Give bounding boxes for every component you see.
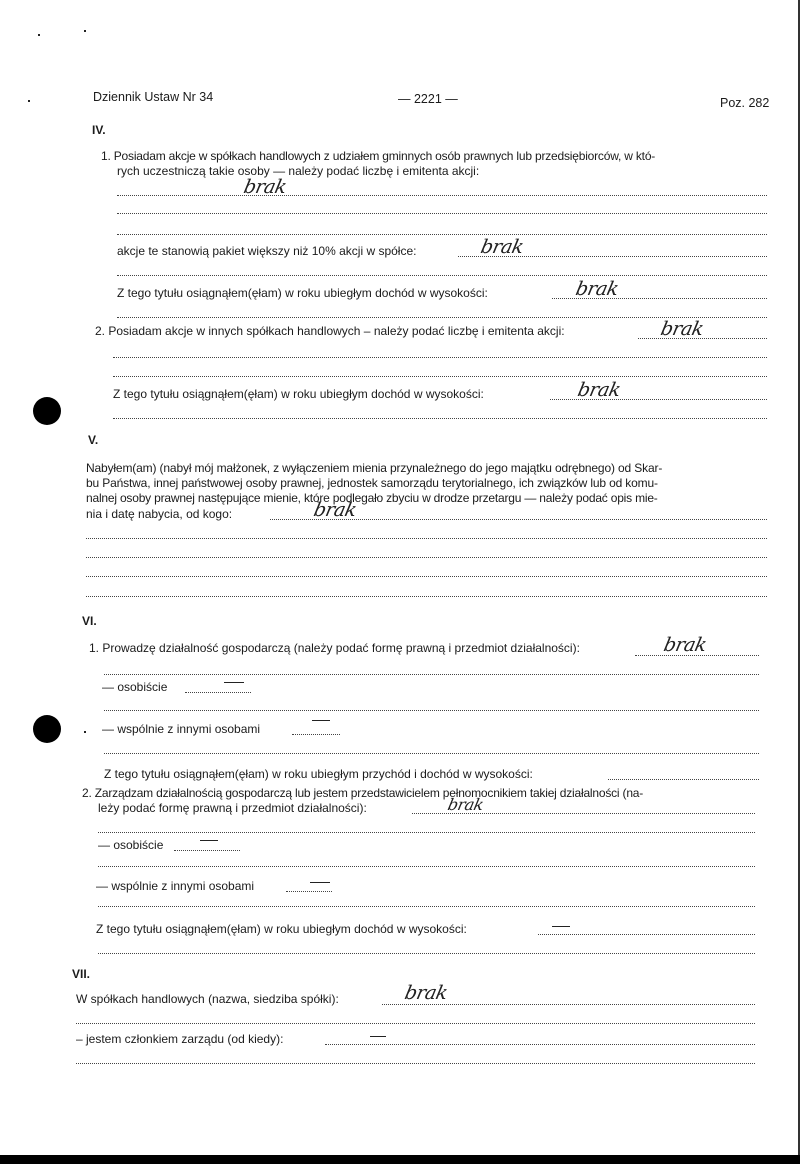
- answer-line: [174, 850, 240, 851]
- answer-line: [98, 906, 755, 907]
- handwritten-answer: brak: [658, 318, 706, 340]
- handwritten-dash: [552, 926, 570, 927]
- section-iv-label: IV.: [92, 123, 106, 137]
- handwritten-dash: [370, 1036, 386, 1037]
- answer-line: [104, 753, 759, 754]
- answer-line: [76, 1023, 755, 1024]
- handwritten-dash: [224, 682, 244, 683]
- answer-line: [113, 418, 767, 419]
- answer-line: [538, 934, 755, 935]
- section-v-label: V.: [88, 433, 99, 447]
- handwritten-dash: [200, 840, 218, 841]
- section-v-text: Nabyłem(am) (nabył mój małżonek, z wyłączeniem mienia przynależnego do jego majątku odrębnego) od Skar-: [86, 461, 663, 475]
- answer-line: [117, 234, 767, 235]
- section-vi-label: VI.: [82, 614, 97, 628]
- handwritten-answer: brak: [402, 982, 450, 1004]
- answer-line: [104, 674, 759, 675]
- handwritten-answer: brak: [478, 236, 526, 258]
- wspolnie-label: — wspólnie z innymi osobami: [102, 722, 261, 736]
- spolki-text: W spółkach handlowych (nazwa, siedziba spółki):: [76, 992, 339, 1006]
- answer-line: [113, 357, 767, 358]
- handwritten-answer: brak: [573, 278, 621, 300]
- answer-line: [638, 338, 767, 339]
- handwritten-answer: brak: [445, 795, 486, 814]
- osobiscie-label: — osobiście: [98, 838, 164, 852]
- handwritten-answer: brak: [575, 379, 623, 401]
- answer-line: [117, 275, 767, 276]
- answer-line: [113, 376, 767, 377]
- answer-line: [98, 832, 755, 833]
- scan-speck: [38, 34, 40, 36]
- punch-hole-top: [33, 397, 61, 425]
- punch-hole-bottom: [33, 715, 61, 743]
- section-v-text: nia i datę nabycia, od kogo:: [86, 507, 233, 521]
- handwritten-answer: brak: [311, 499, 359, 521]
- answer-line: [76, 1063, 755, 1064]
- section-iv-item1-text: 1. Posiadam akcje w spółkach handlowych z udziałem gminnych osób prawnych lub przedsiębiorców, w któ-: [101, 149, 656, 163]
- section-iv-item1-text: rych uczestniczą takie osoby — należy podać liczbę i emitenta akcji:: [117, 164, 480, 178]
- position-number: Poz. 282: [720, 96, 770, 110]
- answer-line: [86, 576, 767, 577]
- zarzad-text: – jestem członkiem zarządu (od kiedy):: [76, 1032, 284, 1046]
- section-vi-item1-text: 1. Prowadzę działalność gospodarczą (należy podać formę prawną i przedmiot działalności):: [89, 641, 580, 655]
- answer-line: [608, 779, 759, 780]
- scan-speck: [84, 30, 86, 32]
- scan-edge-bottom: [0, 1155, 800, 1164]
- income-text: Z tego tytułu osiągnąłem(ęłam) w roku ubiegłym dochód w wysokości:: [117, 286, 488, 300]
- handwritten-dash: [312, 720, 330, 721]
- answer-line: [185, 692, 251, 693]
- answer-line: [98, 866, 755, 867]
- section-iv-item2-text: 2. Posiadam akcje w innych spółkach handlowych – należy podać liczbę i emitenta akcji:: [95, 324, 565, 338]
- scan-speck: [28, 100, 30, 102]
- answer-line: [86, 538, 767, 539]
- page-number: — 2221 —: [398, 92, 458, 106]
- income-text: Z tego tytułu osiągnąłem(ęłam) w roku ubiegłym dochód w wysokości:: [113, 387, 484, 401]
- section-vii-label: VII.: [72, 967, 91, 981]
- handwritten-answer: brak: [241, 176, 289, 198]
- answer-line: [325, 1044, 755, 1045]
- handwritten-dash: [310, 882, 330, 883]
- answer-line: [286, 891, 332, 892]
- journal-title: Dziennik Ustaw Nr 34: [93, 90, 214, 104]
- income-text: Z tego tytułu osiągnąłem(ęłam) w roku ubiegłym przychód i dochód w wysokości:: [104, 767, 533, 781]
- section-vi-item2-text: 2. Zarządzam działalnością gospodarczą lub jestem przedstawicielem pełnomocnikiem takiej działalności (na-: [82, 786, 644, 800]
- handwritten-answer: brak: [661, 634, 709, 656]
- answer-line: [117, 213, 767, 214]
- answer-line: [292, 734, 340, 735]
- answer-line: [86, 557, 767, 558]
- scan-speck: [84, 731, 86, 733]
- section-v-text: bu Państwa, innej państwowej osoby prawnej, jednostek samorządu terytorialnego, ich związków lub od komu-: [86, 476, 658, 490]
- answer-line: [86, 596, 767, 597]
- answer-line: [104, 710, 759, 711]
- wspolnie-label: — wspólnie z innymi osobami: [96, 879, 255, 893]
- pakiet-text: akcje te stanowią pakiet większy niż 10% akcji w spółce:: [117, 244, 417, 258]
- section-v-text: nalnej osoby prawnej następujące mienie, które podlegało zbyciu w drodze przetargu — należy podać opis mie-: [86, 491, 658, 505]
- answer-line: [117, 195, 767, 196]
- section-vi-item2-text: leży podać formę prawną i przedmiot działalności):: [98, 801, 367, 815]
- answer-line: [382, 1004, 755, 1005]
- osobiscie-label: — osobiście: [102, 680, 168, 694]
- income-text: Z tego tytułu osiągnąłem(ęłam) w roku ubiegłym dochód w wysokości:: [96, 922, 467, 936]
- answer-line: [98, 953, 755, 954]
